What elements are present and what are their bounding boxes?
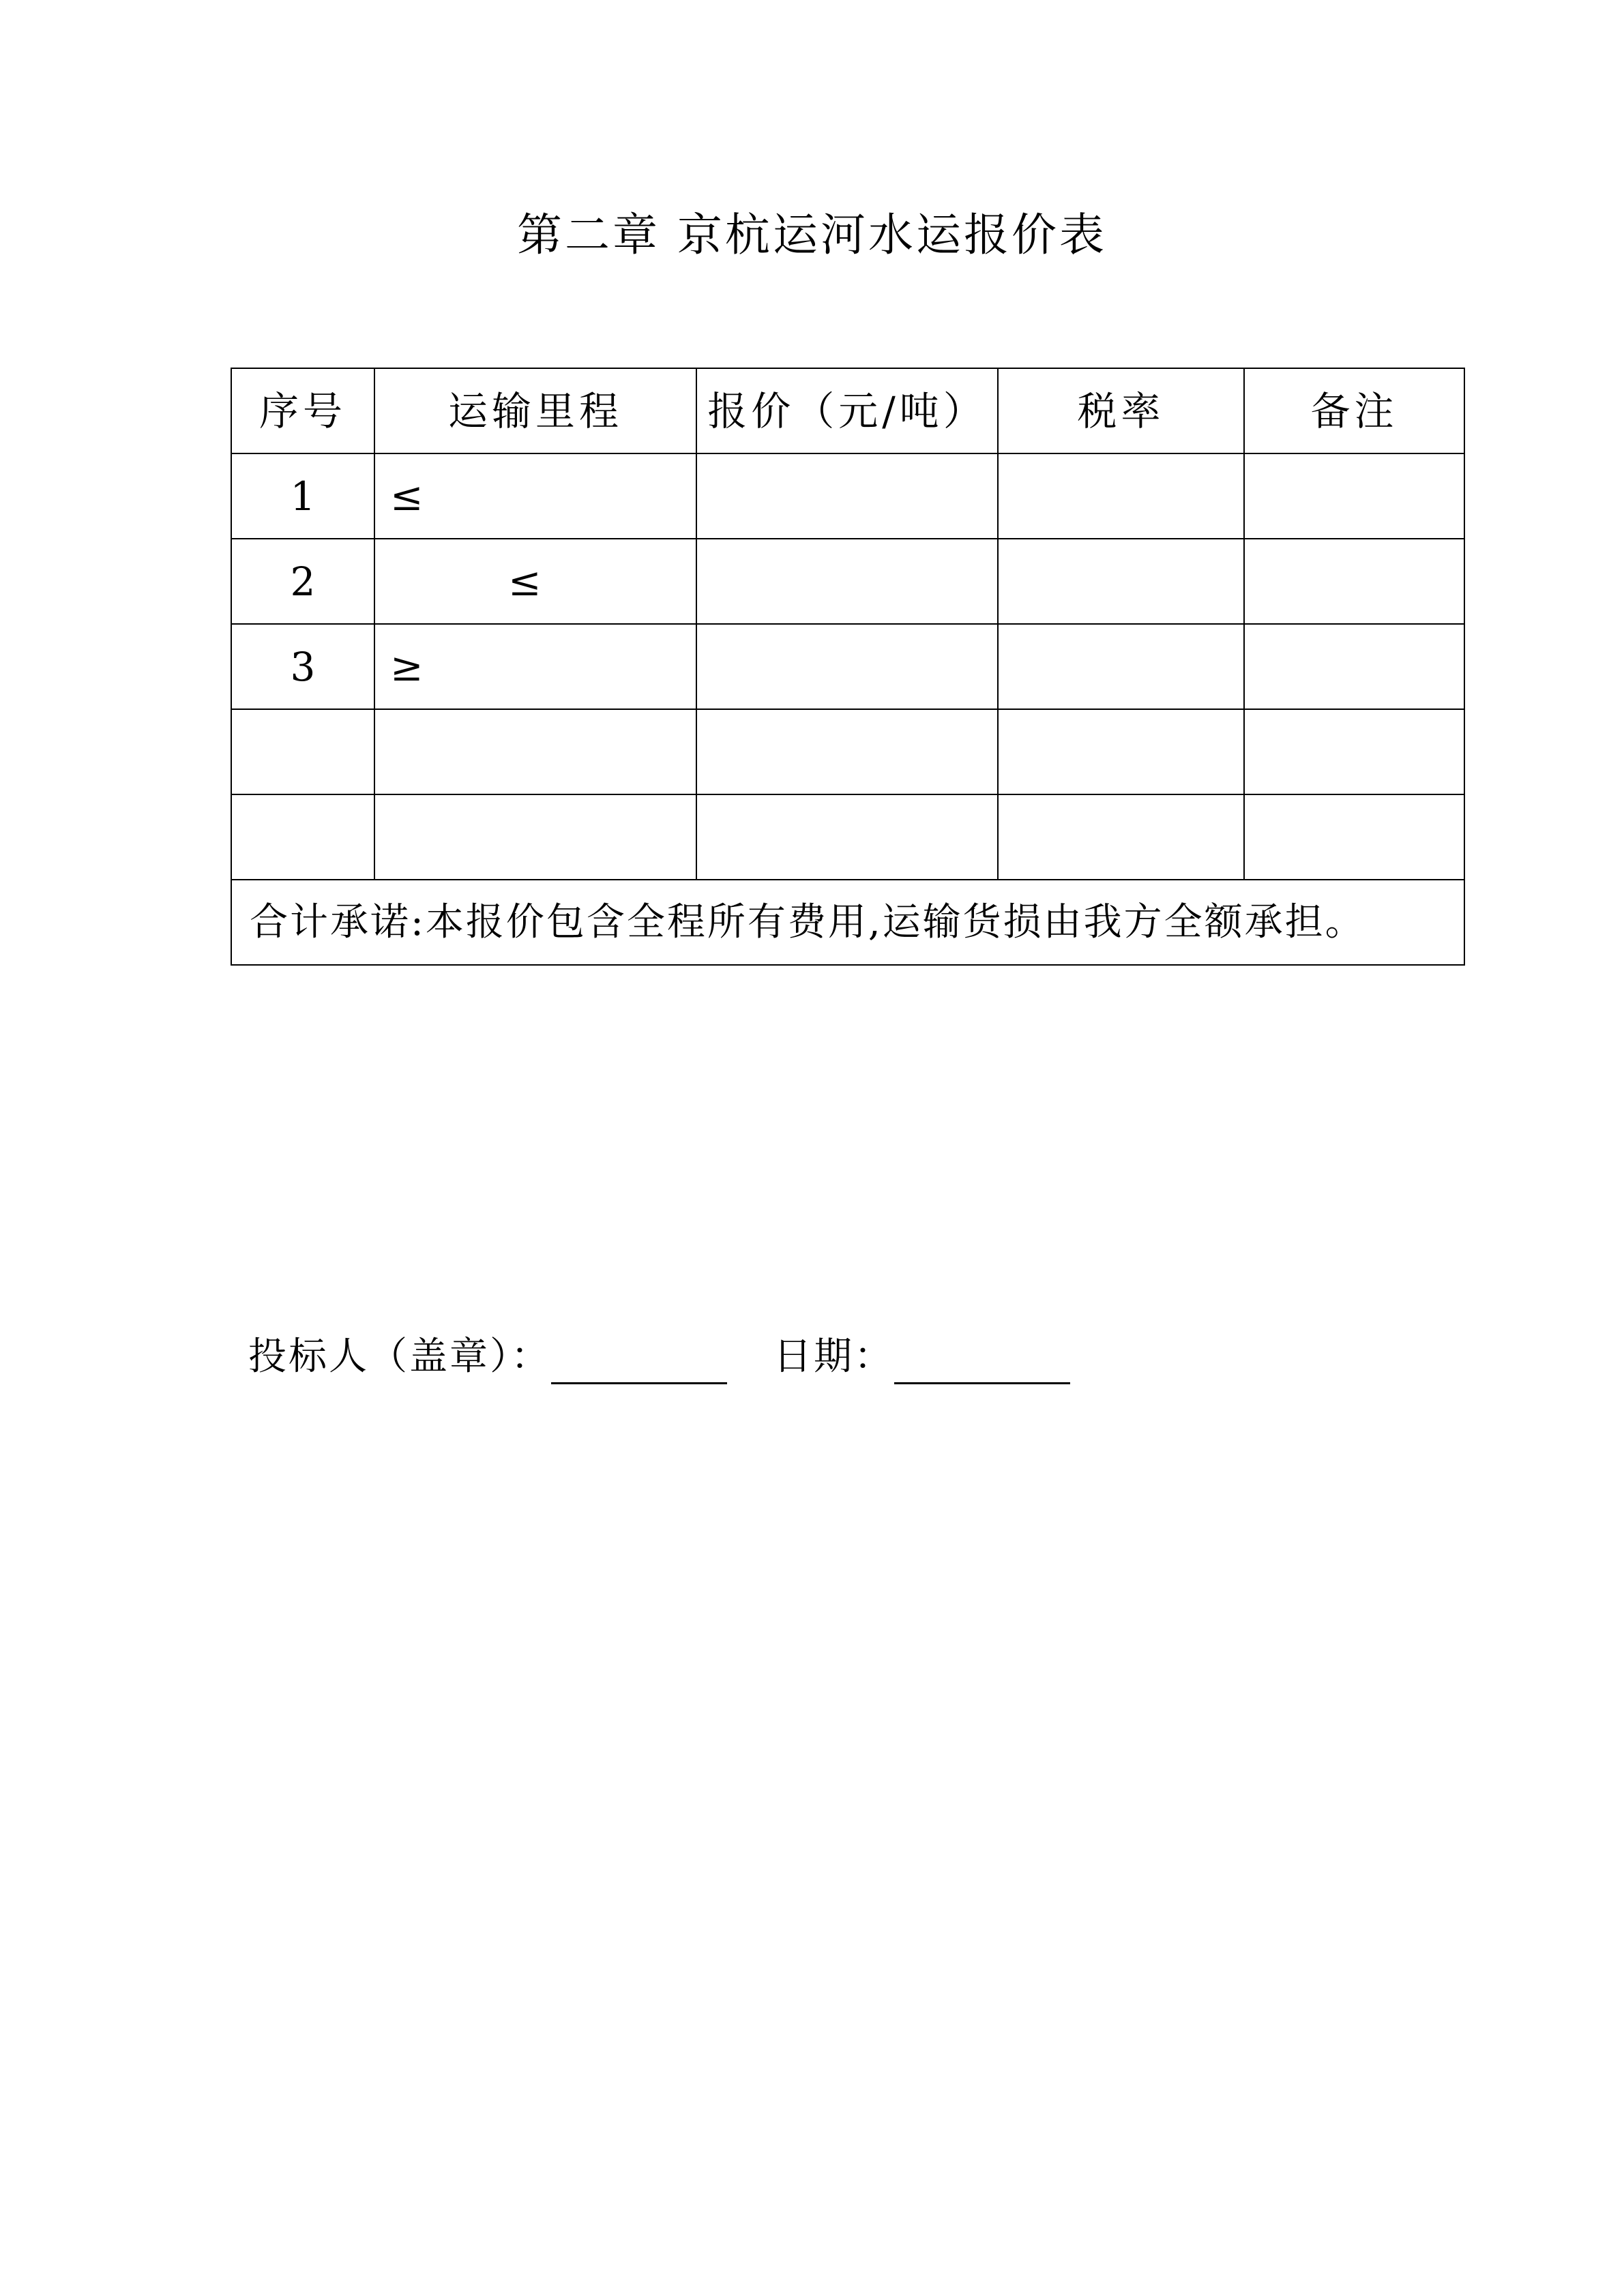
cell-remarks[interactable] <box>1244 539 1464 624</box>
quotation-table <box>231 368 1465 966</box>
cell-remarks[interactable] <box>1244 624 1464 709</box>
cell-distance[interactable] <box>374 794 696 880</box>
table-row <box>231 453 1464 539</box>
header-remarks: 备注 <box>1244 368 1464 453</box>
cell-price[interactable] <box>696 709 998 794</box>
cell-remarks[interactable] <box>1244 794 1464 880</box>
table-header-row <box>231 368 1464 453</box>
date-blank[interactable] <box>894 1341 1070 1384</box>
cell-price[interactable] <box>696 624 998 709</box>
promise-row <box>231 880 1464 965</box>
cell-seq <box>231 709 374 794</box>
table-row <box>231 539 1464 624</box>
bidder-seal-label: 投标人（盖章）： <box>248 1335 551 1379</box>
table-row <box>231 624 1464 709</box>
cell-remarks[interactable] <box>1244 709 1464 794</box>
cell-seq: 3 <box>231 624 374 709</box>
date-label: 日期： <box>773 1335 894 1379</box>
signature-section <box>248 1330 1070 1384</box>
header-distance: 运输里程 <box>374 368 696 453</box>
bidder-signature-blank[interactable] <box>551 1341 727 1384</box>
cell-tax-rate[interactable] <box>998 539 1244 624</box>
document-title: 第二章 京杭运河水运报价表 <box>517 209 1107 261</box>
cell-tax-rate[interactable] <box>998 453 1244 539</box>
table-row <box>231 709 1464 794</box>
cell-distance[interactable] <box>374 709 696 794</box>
header-tax-rate: 税率 <box>998 368 1244 453</box>
cell-seq: 1 <box>231 453 374 539</box>
cell-distance[interactable]: ≤ <box>374 539 696 624</box>
cell-remarks[interactable] <box>1244 453 1464 539</box>
cell-tax-rate[interactable] <box>998 794 1244 880</box>
cell-distance[interactable]: ≥ <box>374 624 696 709</box>
header-price: 报价（元/吨） <box>696 368 998 453</box>
cell-seq: 2 <box>231 539 374 624</box>
total-promise-text: 合计承诺:本报价包含全程所有费用,运输货损由我方全额承担。 <box>231 880 1464 965</box>
cell-seq <box>231 794 374 880</box>
cell-price[interactable] <box>696 539 998 624</box>
cell-tax-rate[interactable] <box>998 709 1244 794</box>
cell-tax-rate[interactable] <box>998 624 1244 709</box>
cell-distance[interactable]: ≤ <box>374 453 696 539</box>
header-seq: 序号 <box>231 368 374 453</box>
table-row <box>231 794 1464 880</box>
cell-price[interactable] <box>696 453 998 539</box>
cell-price[interactable] <box>696 794 998 880</box>
